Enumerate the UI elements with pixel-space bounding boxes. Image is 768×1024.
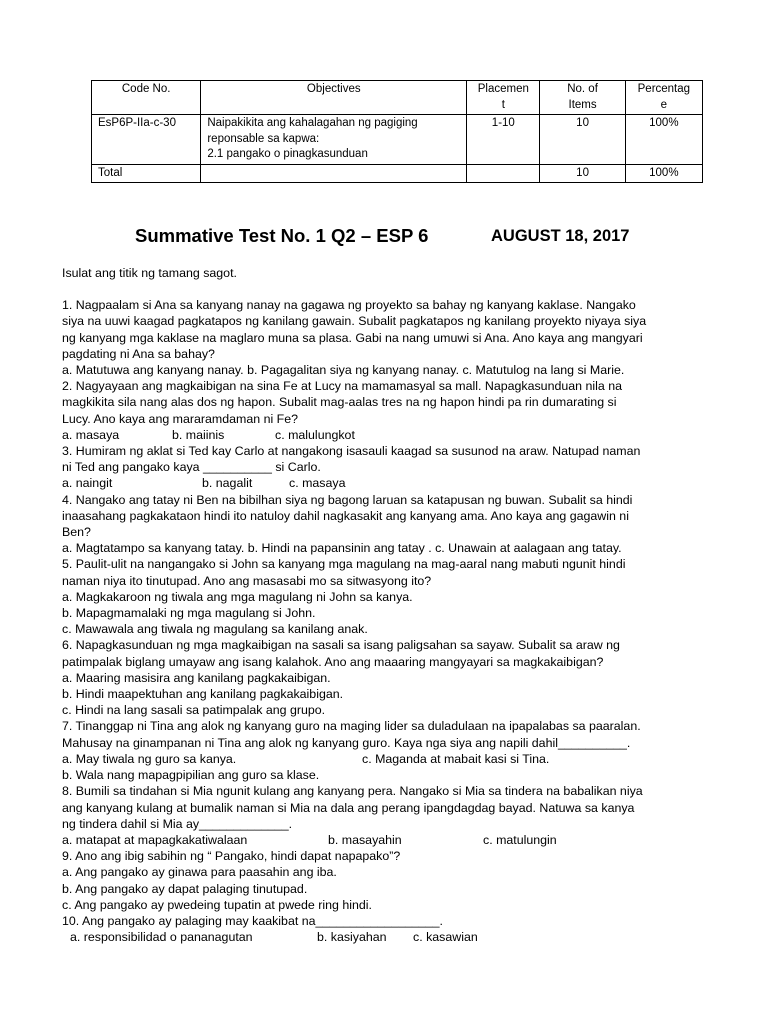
table-row (92, 115, 703, 165)
question-text: 8. Bumili sa tindahan si Mia ngunit kulang ang kanyang pera. Nangako si Mia sa tindera na babalikan niya (62, 784, 643, 799)
choice-c: c. Maganda at mabait kasi si Tina. (362, 751, 550, 766)
question-8 (62, 783, 712, 848)
table-of-specifications (91, 80, 703, 183)
header-placement: Placemen t (467, 81, 540, 115)
choice-a: a. naingit (62, 476, 113, 491)
question-text: pagdating ni Ana sa bahay? (62, 346, 215, 361)
question-7 (62, 718, 712, 783)
choices-row (62, 427, 712, 443)
choices-row (62, 832, 712, 848)
table-header-row (92, 81, 703, 115)
choice-b: b. maiinis (172, 427, 225, 442)
question-text: 4. Nangako ang tatay ni Ben na bibilhan siya ng bagong laruan sa katapusan ng buwan. Subalit sa hindi (62, 492, 633, 507)
question-2 (62, 378, 712, 443)
question-6 (62, 637, 712, 718)
choices-row (62, 929, 712, 945)
question-text: 2. Nagyayaan ang magkaibigan na sina Fe at Lucy na mamamasyal sa mall. Napagkasunduan nila na (62, 379, 622, 394)
question-text: naman niya ito tinutupad. Ano ang masasabi mo sa sitwasyong ito? (62, 573, 432, 588)
question-text: ng tindera dahil si Mia ay_____________. (62, 816, 293, 831)
cell-total-empty-2 (467, 164, 540, 183)
header-code: Code No. (92, 81, 201, 115)
header-percentage: Percentag e (625, 81, 702, 115)
choice-b: b. nagalit (202, 476, 253, 491)
question-text: 7. Tinanggap ni Tina ang alok ng kanyang guro na maging lider sa duladulaan na ipapalabas sa paaralan. (62, 719, 641, 734)
question-3 (62, 443, 712, 492)
question-5 (62, 556, 712, 637)
question-text: Ben? (62, 525, 91, 540)
title-date: AUGUST 18, 2017 (491, 227, 630, 245)
cell-total-label: Total (92, 164, 201, 183)
question-1 (62, 297, 712, 378)
choice-c: c. Ang pangako ay pwedeing tupatin at pwede ring hindi. (62, 897, 372, 912)
cell-items: 10 (540, 115, 625, 165)
choice-b: b. Wala nang mapagpipilian ang guro sa klase. (62, 768, 320, 783)
title-main: Summative Test No. 1 Q2 – ESP 6 (135, 225, 429, 246)
test-body (62, 265, 712, 945)
choices-line: a. Magtatampo sa kanyang tatay. b. Hindi na papansinin ang tatay . c. Unawain at aalagaan ang tatay. (62, 541, 622, 556)
choice-a: a. May tiwala ng guro sa kanya. (62, 751, 237, 766)
question-text: inaasahang pagkakataon hindi ito natuloy dahil nagkasakit ang kanyang ama. Ano kaya ang gagawin ni (62, 508, 629, 523)
question-text: 3. Humiram ng aklat si Ted kay Carlo at nangakong isasauli kaagad sa susunod na araw. Natupad naman (62, 444, 641, 459)
choice-c: c. matulungin (483, 832, 557, 847)
cell-code: EsP6P-IIa-c-30 (92, 115, 201, 165)
question-text: ng kanyang mga kaklase na maglaro muna sa plasa. Gabi na nang umuwi si Ana. Ano kaya ang mangyari (62, 330, 643, 345)
question-text: magkikita sila nang alas dos ng hapon. Subalit mag-aalas tres na ng hapon hindi pa rin dumarating si (62, 395, 617, 410)
choice-b: b. Ang pangako ay dapat palaging tinutupad. (62, 881, 308, 896)
question-text: Lucy. Ano kaya ang mararamdaman ni Fe? (62, 411, 299, 426)
choice-b: b. Mapagmamalaki ng mga magulang si John. (62, 606, 316, 621)
question-text: patimpalak biglang umayaw ang isang kalahok. Ano ang maaaring mangyayari sa magkakaibigan? (62, 654, 604, 669)
cell-total-percentage: 100% (625, 164, 702, 183)
question-4 (62, 492, 712, 557)
choice-c: c. malulungkot (275, 427, 355, 442)
choice-a: a. matapat at mapagkakatiwalaan (62, 832, 248, 847)
choice-c: c. masaya (289, 476, 346, 491)
question-text: ang kanyang kulang at bumalik naman si Mia na dala ang perang ipangdagdag bayad. Natuwa sa kanya (62, 800, 635, 815)
header-objectives: Objectives (201, 81, 467, 115)
cell-objective: Naipakikita ang kahalagahan ng pagiging reponsable sa kapwa: 2.1 pangako o pinagkasunduan (201, 115, 467, 165)
question-text: 10. Ang pangako ay palaging may kaakibat na__________________. (62, 913, 443, 928)
choice-a: a. Magkakaroon ng tiwala ang mga magulang ni John sa kanya. (62, 589, 413, 604)
cell-total-items: 10 (540, 164, 625, 183)
choice-a: a. Ang pangako ay ginawa para paasahin ang iba. (62, 865, 337, 880)
choice-a: a. Maaring masisira ang kanilang pagkakaibigan. (62, 670, 331, 685)
choice-b: b. masayahin (328, 832, 402, 847)
question-9 (62, 848, 712, 913)
cell-total-empty (201, 164, 467, 183)
question-text: Mahusay na ginampanan ni Tina ang alok ng kanyang guro. Kaya nga siya ang napili dahil__________. (62, 735, 631, 750)
choices-line: a. Matutuwa ang kanyang nanay. b. Pagagalitan siya ng kanyang nanay. c. Matutulog na lang si Marie. (62, 363, 625, 378)
table-total-row (92, 164, 703, 183)
choice-a: a. responsibilidad o pananagutan (70, 930, 253, 945)
choice-b: b. kasiyahan (317, 930, 387, 945)
choice-b: b. Hindi maapektuhan ang kanilang pagkakaibigan. (62, 687, 344, 702)
choice-c: c. kasawian (413, 930, 478, 945)
question-10 (62, 913, 712, 945)
question-text: 1. Nagpaalam si Ana sa kanyang nanay na gagawa ng proyekto sa bahay ng kanyang kaklase. Nangako (62, 298, 636, 313)
choices-row (62, 751, 712, 767)
question-text: siya na uuwi kaagad pagkatapos ng kanilang gawain. Subalit pagkatapos ng kanilang proyekto niyaya siya (62, 314, 647, 329)
instruction: Isulat ang titik ng tamang sagot. (62, 266, 237, 280)
cell-percentage: 100% (625, 115, 702, 165)
header-items: No. of Items (540, 81, 625, 115)
choice-c: c. Hindi na lang sasali sa patimpalak ang grupo. (62, 703, 326, 718)
question-text: ni Ted ang pangako kaya __________ si Carlo. (62, 460, 321, 475)
cell-placement: 1-10 (467, 115, 540, 165)
choices-row (62, 475, 712, 491)
question-text: 6. Napagkasunduan ng mga magkaibigan na sasali sa isang paligsahan sa sayaw. Subalit sa araw ng (62, 638, 620, 653)
choice-a: a. masaya (62, 427, 120, 442)
question-text: 9. Ano ang ibig sabihin ng “ Pangako, hindi dapat napapako”? (62, 849, 401, 864)
choice-c: c. Mawawala ang tiwala ng magulang sa kanilang anak. (62, 622, 368, 637)
question-text: 5. Paulit-ulit na nangangako si John sa kanyang mga magulang na mag-aaral nang mabuti ngunit hindi (62, 557, 626, 572)
